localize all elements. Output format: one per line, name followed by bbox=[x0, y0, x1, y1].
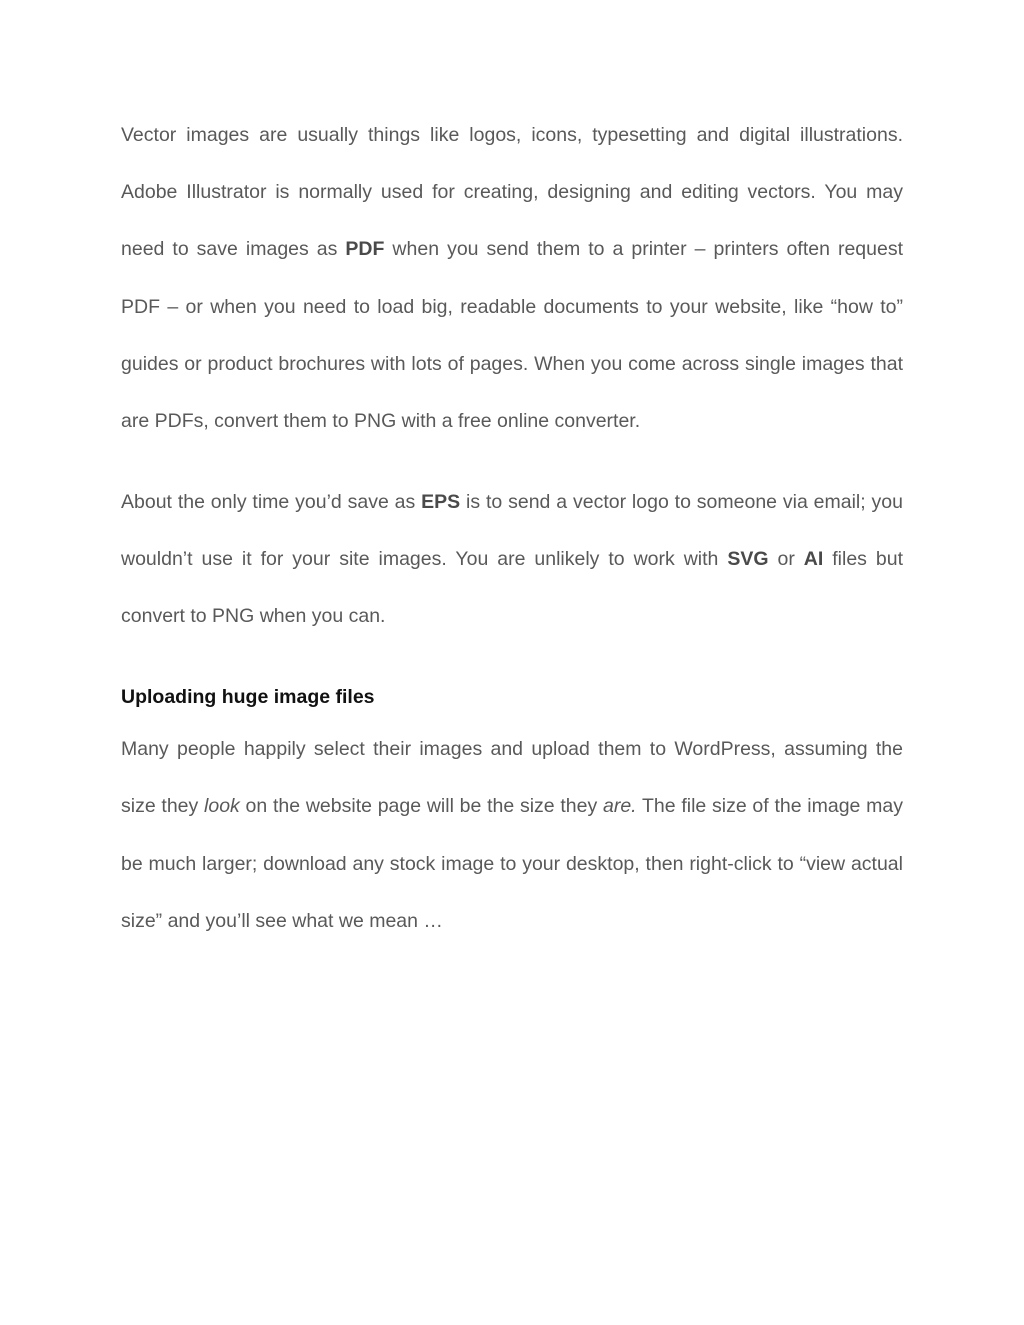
bold-term-pdf: PDF bbox=[345, 238, 385, 261]
document-body bbox=[121, 107, 903, 950]
paragraph-eps bbox=[121, 474, 903, 646]
paragraph-text: Many people happily select their images and upload them to WordPress, assuming the size they bbox=[121, 738, 903, 818]
italic-term-are: are. bbox=[602, 795, 637, 818]
paragraph-vector-images bbox=[121, 107, 903, 450]
paragraph-text: is to send a vector logo to someone via email; you wouldn’t use it for your site images. You are unlikely to work with bbox=[121, 490, 903, 571]
paragraph-text: on the website page will be the size they bbox=[239, 795, 603, 818]
section-heading: Uploading huge image files bbox=[121, 686, 375, 709]
paragraph-uploading bbox=[121, 721, 903, 950]
paragraph-text: files but convert to PNG when you can. bbox=[121, 548, 903, 628]
paragraph-text: or bbox=[768, 548, 804, 571]
paragraph-text: About the only time you’d save as bbox=[121, 490, 422, 513]
paragraph-text: The file size of the image may be much larger; download any stock image to your desktop, then right-click to “view actual size” and you’ll see what we mean … bbox=[121, 795, 903, 932]
bold-term-svg: SVG bbox=[727, 548, 769, 571]
italic-term-look: look bbox=[204, 795, 240, 818]
bold-term-ai: AI bbox=[803, 548, 824, 571]
paragraph-text: Vector images are usually things like logos, icons, typesetting and digital illustrations. Adobe Illustrator is normally used for creating, designing and editing vectors. You may need to save images as bbox=[121, 124, 903, 261]
bold-term-eps: EPS bbox=[421, 490, 461, 513]
paragraph-text: when you send them to a printer – printers often request PDF – or when you need to load big, readable documents to your website, like “how to” guides or product brochures with lots of pages. When you come across single images that are PDFs, convert them to PNG with a free online converter. bbox=[121, 238, 903, 433]
